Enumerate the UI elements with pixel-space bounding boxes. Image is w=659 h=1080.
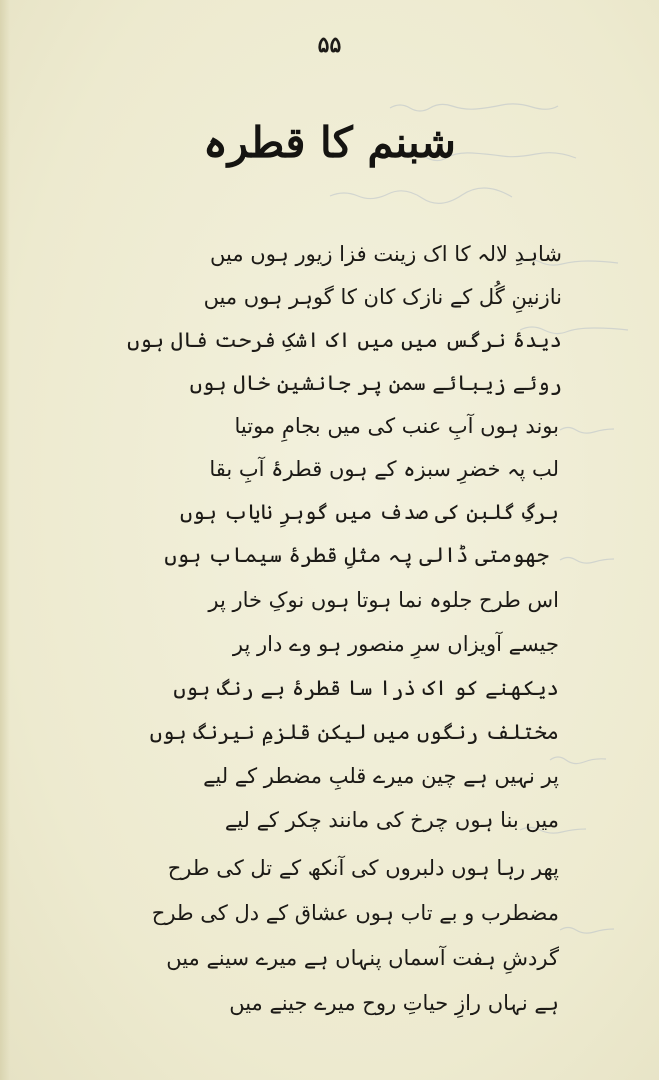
verse-line: نازنینِ گُل کے نازک کان کا گوہر ہوں میں	[203, 285, 562, 309]
verse-line: مختلف رنگوں میں لیکن قلزمِ نیرنگ ہوں	[149, 720, 559, 744]
verse-line: گردشِ ہفت آسماں پنہاں ہے میرے سینے میں	[166, 946, 559, 970]
verse-line: جیسے آویزاں سرِ منصور ہو وے دار پر	[232, 632, 559, 656]
verse-line: جھومتی ڈالی پہ مثلِ قطرۂ سیماب ہوں	[164, 543, 549, 567]
verse-line: میں بنا ہوں چرخ کی مانند چکر کے لیے	[224, 808, 559, 832]
verse-line: مضطرب و بے تاب ہوں عشاق کے دل کی طرح	[151, 901, 559, 925]
page-number: ۵۵	[317, 32, 342, 58]
verse-line: دیدۂ نرگس میں میں اک اشکِ فرحت فال ہوں	[127, 328, 562, 352]
verse-line: شاہدِ لالہ کا اک زینت فزا زیور ہوں میں	[210, 242, 562, 266]
verse-line: اس طرح جلوہ نما ہوتا ہوں نوکِ خار پر	[208, 588, 559, 612]
verse-line: بوند ہوں آبِ عنب کی میں بجامِ موتیا	[234, 414, 559, 438]
verse-line: روئے زیبائے سمن پر جانشینِ خال ہوں	[189, 371, 562, 395]
verse-line: دیکھنے کو اک ذرا سا قطرۂ بے رنگ ہوں	[173, 676, 559, 700]
verse-line: برگِ گلبن کی صدف میں گوہرِ نایاب ہوں	[180, 500, 559, 524]
verse-line: لب پہ خضرِ سبزہ کے ہوں قطرۂ آبِ بقا	[209, 457, 559, 481]
verse-line: پر نہیں ہے چین میرے قلبِ مضطر کے لیے	[203, 764, 559, 788]
poem-title: شبنم کا قطرہ	[203, 118, 456, 167]
verse-line: ہے نہاں رازِ حیاتِ روح میرے جینے میں	[229, 991, 559, 1015]
verse-line: پھر رہا ہوں دلبروں کی آنکھ کے تل کی طرح	[167, 856, 559, 880]
